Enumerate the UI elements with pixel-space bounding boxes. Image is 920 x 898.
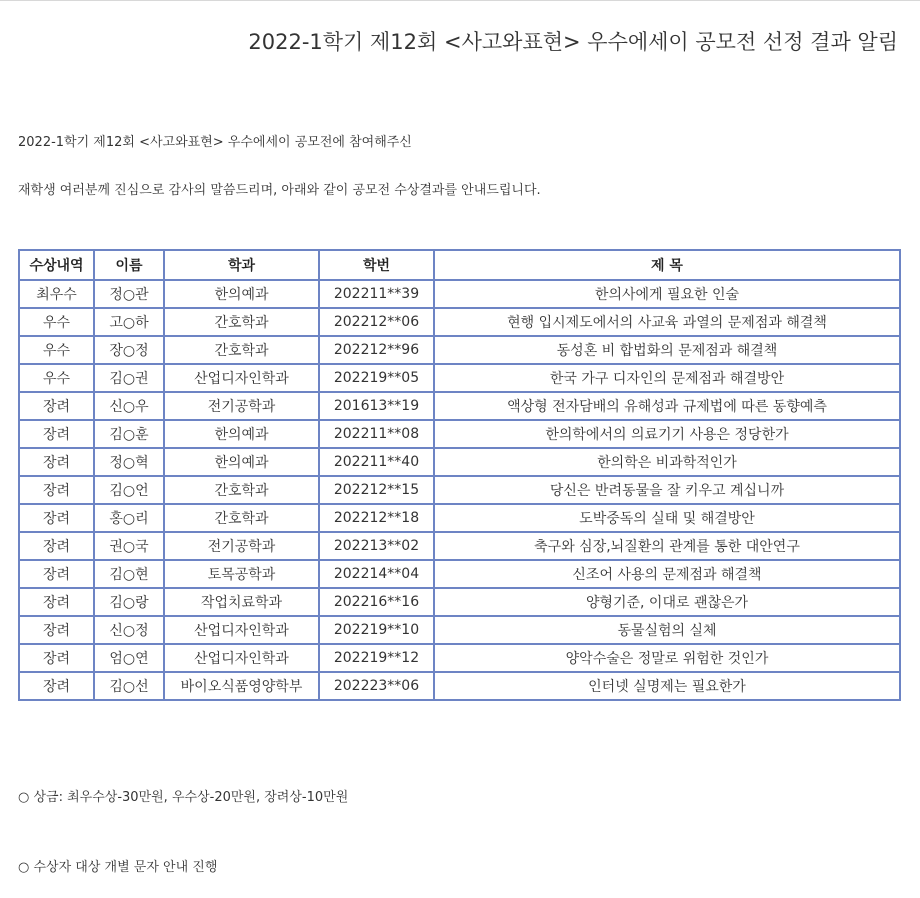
award-cell: 최우수 [19,280,94,308]
student-id-cell: 202211**08 [319,420,434,448]
student-id-cell: 202223**06 [319,672,434,700]
header-essay-title: 제 목 [434,250,900,280]
department-cell: 산업디자인학과 [164,364,319,392]
student-id-cell: 202219**12 [319,644,434,672]
department-cell: 간호학과 [164,476,319,504]
name-cell: 홍○리 [94,504,164,532]
student-id-cell: 202212**06 [319,308,434,336]
table-row [19,420,900,448]
department-cell: 간호학과 [164,308,319,336]
student-id-cell: 202214**04 [319,560,434,588]
name-cell: 김○현 [94,560,164,588]
student-id-cell: 201613**19 [319,392,434,420]
department-cell: 한의예과 [164,420,319,448]
essay-title-cell: 도박중독의 실태 및 해결방안 [434,504,900,532]
intro-line-1: 2022-1학기 제12회 <사고와표현> 우수에세이 공모전에 참여해주신 [18,135,412,150]
essay-title-cell: 인터넷 실명제는 필요한가 [434,672,900,700]
department-cell: 간호학과 [164,336,319,364]
department-cell: 산업디자인학과 [164,644,319,672]
student-id-cell: 202212**18 [319,504,434,532]
department-cell: 산업디자인학과 [164,616,319,644]
essay-title-cell: 축구와 심장,뇌질환의 관계를 통한 대안연구 [434,532,900,560]
table-header-row [19,250,900,280]
header-award: 수상내역 [19,250,94,280]
department-cell: 한의예과 [164,280,319,308]
table-row [19,392,900,420]
table-row [19,644,900,672]
student-id-cell: 202211**39 [319,280,434,308]
header-student-id: 학번 [319,250,434,280]
name-cell: 엄○연 [94,644,164,672]
name-cell: 정○관 [94,280,164,308]
table-row [19,448,900,476]
header-department: 학과 [164,250,319,280]
table-row [19,308,900,336]
name-cell: 신○우 [94,392,164,420]
essay-title-cell: 양형기준, 이대로 괜찮은가 [434,588,900,616]
award-cell: 우수 [19,336,94,364]
page-title: 2022-1학기 제12회 <사고와표현> 우수에세이 공모전 선정 결과 알림 [248,30,898,54]
award-cell: 장려 [19,644,94,672]
table-row [19,672,900,700]
student-id-cell: 202212**15 [319,476,434,504]
name-cell: 김○훈 [94,420,164,448]
department-cell: 바이오식품영양학부 [164,672,319,700]
table-row [19,504,900,532]
name-cell: 권○국 [94,532,164,560]
department-cell: 전기공학과 [164,392,319,420]
award-cell: 장려 [19,588,94,616]
department-cell: 작업치료학과 [164,588,319,616]
table-row [19,560,900,588]
notice-note: ○ 수상자 대상 개별 문자 안내 진행 [18,860,218,875]
table-row [19,476,900,504]
table-row [19,588,900,616]
essay-title-cell: 당신은 반려동물을 잘 키우고 계십니까 [434,476,900,504]
award-cell: 장려 [19,672,94,700]
top-divider [0,0,920,1]
essay-title-cell: 동물실험의 실체 [434,616,900,644]
name-cell: 신○정 [94,616,164,644]
award-cell: 장려 [19,392,94,420]
award-cell: 우수 [19,308,94,336]
award-cell: 우수 [19,364,94,392]
department-cell: 간호학과 [164,504,319,532]
student-id-cell: 202211**40 [319,448,434,476]
award-cell: 장려 [19,532,94,560]
name-cell: 장○정 [94,336,164,364]
department-cell: 전기공학과 [164,532,319,560]
award-cell: 장려 [19,616,94,644]
name-cell: 정○혁 [94,448,164,476]
essay-title-cell: 신조어 사용의 문제점과 해결책 [434,560,900,588]
student-id-cell: 202219**05 [319,364,434,392]
essay-title-cell: 동성혼 비 합법화의 문제점과 해결책 [434,336,900,364]
essay-title-cell: 한의학은 비과학적인가 [434,448,900,476]
student-id-cell: 202212**96 [319,336,434,364]
name-cell: 김○랑 [94,588,164,616]
department-cell: 한의예과 [164,448,319,476]
table-row [19,280,900,308]
table-row [19,616,900,644]
award-cell: 장려 [19,420,94,448]
name-cell: 고○하 [94,308,164,336]
essay-title-cell: 한국 가구 디자인의 문제점과 해결방안 [434,364,900,392]
student-id-cell: 202213**02 [319,532,434,560]
essay-title-cell: 한의사에게 필요한 인술 [434,280,900,308]
essay-title-cell: 액상형 전자담배의 유해성과 규제법에 따른 동향예측 [434,392,900,420]
department-cell: 토목공학과 [164,560,319,588]
essay-title-cell: 한의학에서의 의료기기 사용은 정당한가 [434,420,900,448]
prize-note: ○ 상금: 최우수상-30만원, 우수상-20만원, 장려상-10만원 [18,790,349,805]
award-cell: 장려 [19,476,94,504]
table-body [19,280,900,700]
name-cell: 김○선 [94,672,164,700]
name-cell: 김○언 [94,476,164,504]
student-id-cell: 202216**16 [319,588,434,616]
table-row [19,364,900,392]
intro-line-2: 재학생 여러분께 진심으로 감사의 말씀드리며, 아래와 같이 공모전 수상결과를 안내드립니다. [18,183,541,198]
table-row [19,336,900,364]
essay-title-cell: 현행 입시제도에서의 사교육 과열의 문제점과 해결책 [434,308,900,336]
header-name: 이름 [94,250,164,280]
table-row [19,532,900,560]
award-cell: 장려 [19,448,94,476]
award-cell: 장려 [19,504,94,532]
award-cell: 장려 [19,560,94,588]
student-id-cell: 202219**10 [319,616,434,644]
results-table [18,249,901,701]
name-cell: 김○권 [94,364,164,392]
essay-title-cell: 양악수술은 정말로 위험한 것인가 [434,644,900,672]
